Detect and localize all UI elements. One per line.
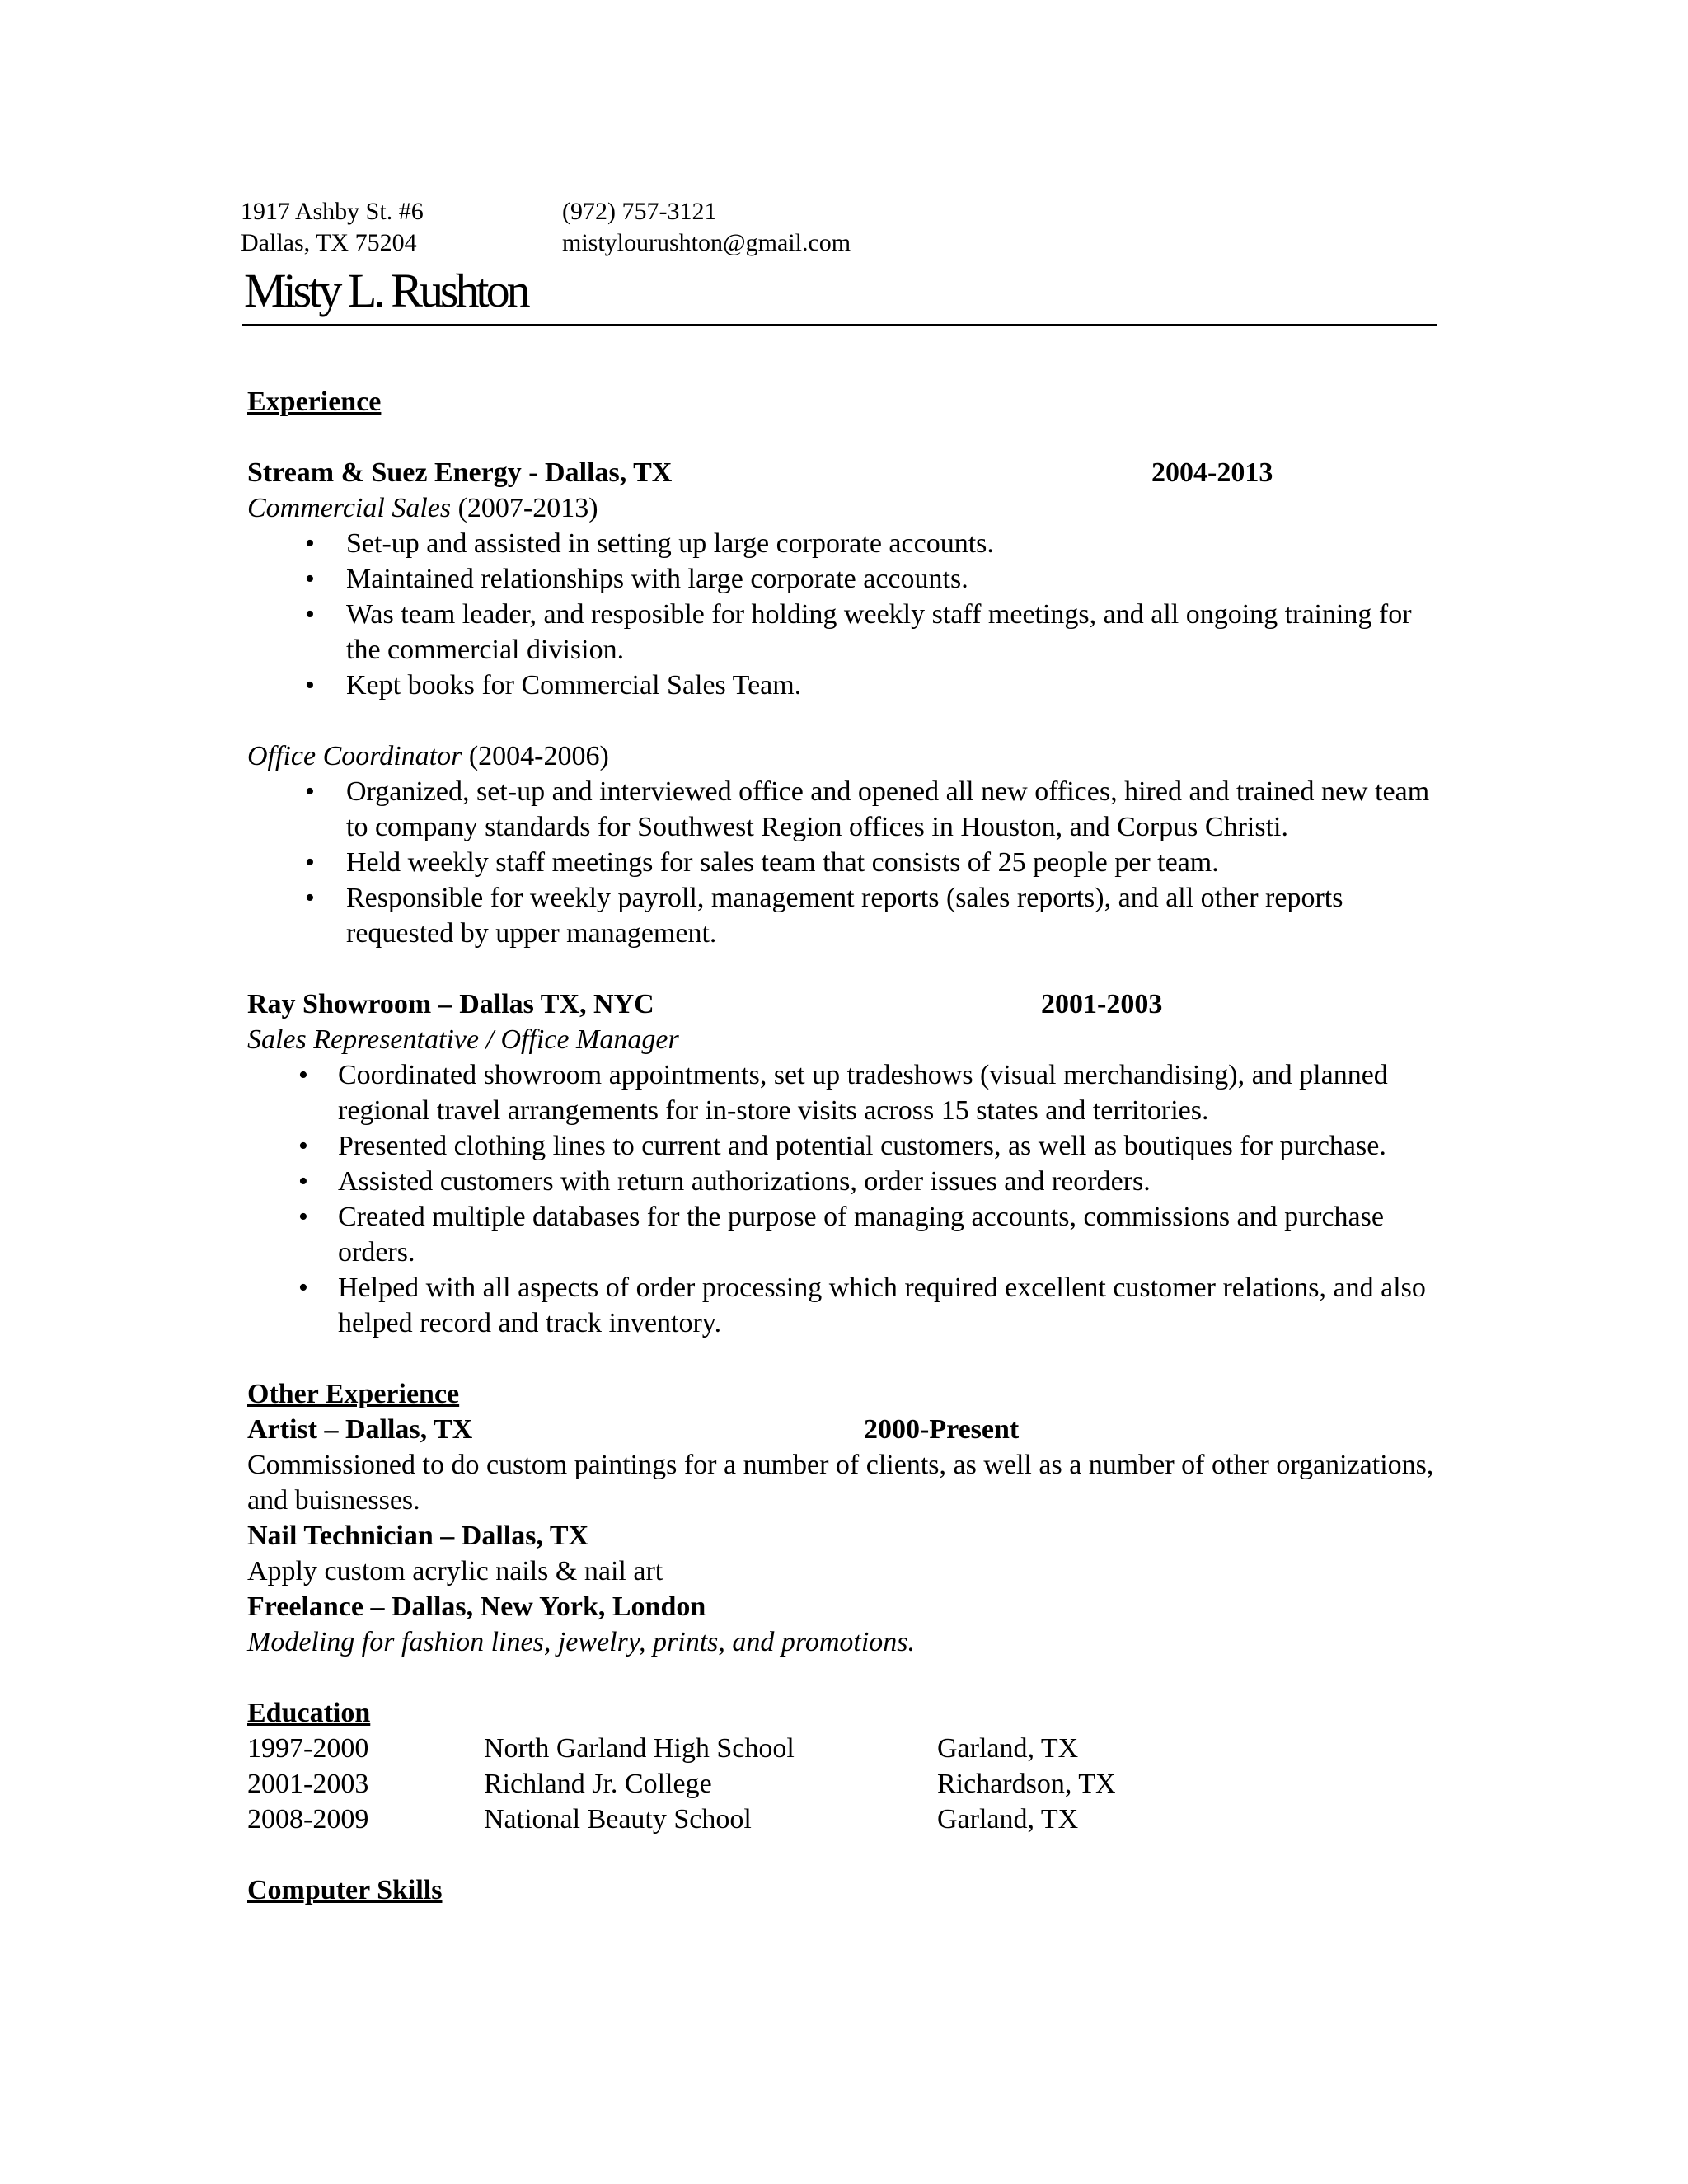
list-item: • Responsible for weekly payroll, management reports (sales reports), and all other reports requested by upper management.: [247, 880, 1434, 951]
education-row: [247, 1802, 1434, 1837]
list-item: • Presented clothing lines to current and potential customers, as well as boutiques for purchase.: [247, 1128, 1434, 1164]
role-dates: (2004-2006): [462, 741, 609, 771]
education-location: Richardson, TX: [937, 1769, 1116, 1799]
education-years: 2008-2009: [247, 1804, 369, 1835]
job-header-ray-showroom: [247, 987, 1434, 1022]
education-years: 2001-2003: [247, 1769, 369, 1799]
education-row: [247, 1731, 1434, 1766]
spacer: [247, 703, 1434, 738]
list-item: • Assisted customers with return authorizations, order issues and reorders.: [247, 1164, 1434, 1199]
artist-description: Commissioned to do custom paintings for a number of clients, as well as a number of other organizations, and buisnesses.: [247, 1450, 1434, 1516]
role-line: [247, 490, 1434, 526]
list-item: • Maintained relationships with large corporate accounts.: [247, 561, 1434, 597]
list-item: • Set-up and assisted in setting up large corporate accounts.: [247, 526, 1434, 561]
header-divider: [242, 324, 1437, 326]
job-dates: 2000-Present: [864, 1414, 1020, 1445]
list-item: • Helped with all aspects of order processing which required excellent customer relations, and also helped record and track inventory.: [247, 1270, 1434, 1341]
nail-technician-header: Nail Technician – Dallas, TX: [247, 1521, 589, 1551]
experience-heading: Experience: [247, 387, 382, 417]
list-item: • Created multiple databases for the purpose of managing accounts, commissions and purchase orders.: [247, 1199, 1434, 1270]
spacer: [247, 1837, 1434, 1872]
education-location: Garland, TX: [937, 1733, 1079, 1764]
job-org: Stream & Suez Energy - Dallas, TX: [247, 457, 673, 488]
role-bullets: [247, 774, 1434, 951]
role-title: Office Coordinator: [247, 741, 462, 771]
education-years: 1997-2000: [247, 1733, 369, 1764]
job-dates: 2004-2013: [1151, 457, 1273, 488]
education-school: Richland Jr. College: [484, 1769, 712, 1799]
list-item: • Held weekly staff meetings for sales team that consists of 25 people per team.: [247, 845, 1434, 880]
education-school: National Beauty School: [484, 1804, 752, 1835]
resume-name: Misty L. Rushton: [244, 264, 528, 317]
role-line: [247, 1022, 1434, 1057]
contact-row-1: [241, 196, 851, 227]
list-item: • Was team leader, and resposible for holding weekly staff meetings, and all ongoing training for the commercial division.: [247, 597, 1434, 668]
other-experience-heading: Other Experience: [247, 1379, 460, 1409]
computer-skills-heading: Computer Skills: [247, 1875, 443, 1905]
contact-row-2: [241, 227, 851, 259]
contact-block: [241, 196, 851, 259]
job-org: Artist – Dallas, TX: [247, 1414, 473, 1445]
job-header-stream: [247, 455, 1434, 490]
job-org: Ray Showroom – Dallas TX, NYC: [247, 989, 654, 1019]
address-line-2: Dallas, TX 75204: [241, 229, 417, 256]
spacer: [247, 1660, 1434, 1695]
role-line: [247, 738, 1434, 774]
artist-header: [247, 1412, 1434, 1447]
education-heading: Education: [247, 1698, 371, 1728]
role-bullets: [247, 526, 1434, 703]
role-title: Sales Representative / Office Manager: [247, 1024, 679, 1055]
address-line-1: 1917 Ashby St. #6: [241, 198, 424, 225]
role-title: Commercial Sales: [247, 493, 452, 523]
list-item: • Kept books for Commercial Sales Team.: [247, 668, 1434, 703]
role-bullets: [247, 1057, 1434, 1341]
phone-number: (972) 757-3121: [562, 198, 717, 225]
spacer: [247, 951, 1434, 987]
education-school: North Garland High School: [484, 1733, 795, 1764]
job-dates: 2001-2003: [1041, 989, 1163, 1019]
role-dates: (2007-2013): [451, 493, 598, 523]
list-item: • Coordinated showroom appointments, set up tradeshows (visual merchandising), and planned regional travel arrangements for in-store visits across 15 states and territories.: [247, 1057, 1434, 1128]
freelance-header: Freelance – Dallas, New York, London: [247, 1591, 706, 1622]
education-row: [247, 1766, 1434, 1802]
resume-content: [247, 384, 1434, 1908]
nail-technician-description: Apply custom acrylic nails & nail art: [247, 1556, 663, 1586]
freelance-description: Modeling for fashion lines, jewelry, prints, and promotions.: [247, 1627, 916, 1657]
spacer: [247, 1341, 1434, 1376]
education-location: Garland, TX: [937, 1804, 1079, 1835]
list-item: • Organized, set-up and interviewed office and opened all new offices, hired and trained new team to company standards for Southwest Region offices in Houston, and Corpus Christi.: [247, 774, 1434, 845]
email-address: mistylourushton@gmail.com: [562, 229, 851, 256]
spacer: [247, 419, 1434, 455]
